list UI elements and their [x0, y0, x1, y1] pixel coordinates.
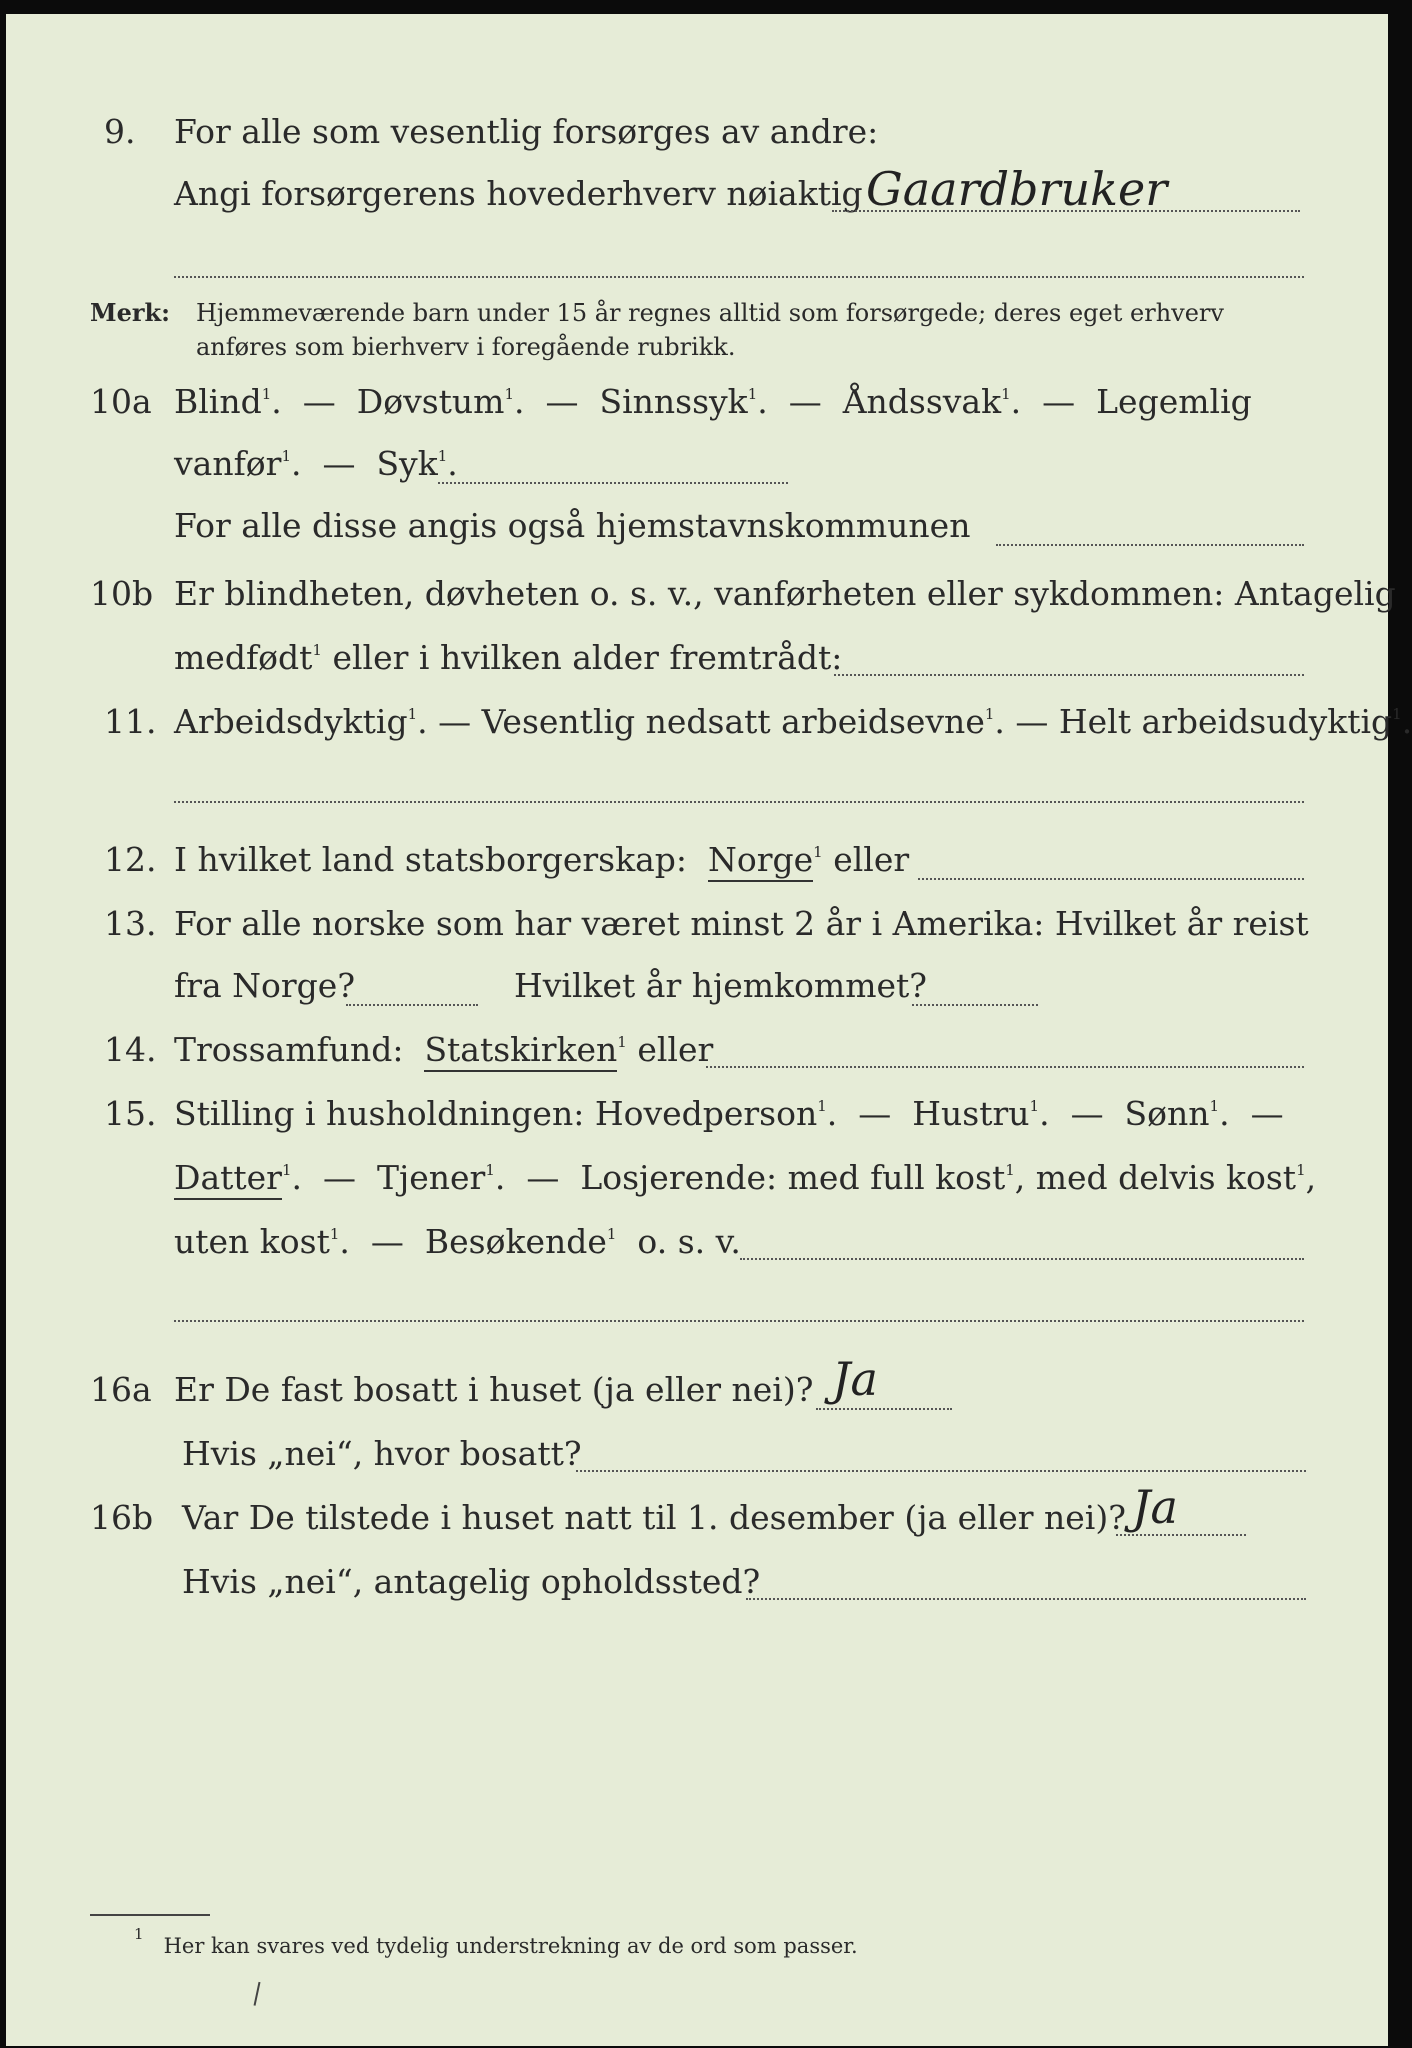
q15-extra-line [174, 1320, 1304, 1322]
q11-udyktig: Helt arbeidsudyktig [1058, 702, 1393, 741]
q10b-line1: Er blindheten, døvheten o. s. v., vanførheten eller sykdommen: Antagelig [174, 574, 1396, 613]
q10a-hjemstavn-line [996, 544, 1304, 546]
q16a-line2: Hvis „nei“, hvor bosatt? [182, 1434, 582, 1473]
q10a-line3: For alle disse angis også hjemstavnskommunen [174, 506, 971, 545]
q15-line3: uten kost$^1$. — Besøkende$^1$ o. s. v. [174, 1222, 741, 1261]
q16b-handwritten-answer: Ja [1132, 1480, 1178, 1534]
q15-datter: Datter [174, 1158, 282, 1200]
q15-osv: o. s. v. [637, 1222, 741, 1261]
q10a-syk: Syk [376, 444, 438, 483]
q10b-answer-line [834, 674, 1304, 676]
q15-uten: uten kost [174, 1222, 330, 1261]
q15-delvis: med delvis kost [1035, 1158, 1297, 1197]
q16a-bosatt-line [576, 1470, 1306, 1472]
q9-line1: For alle som vesentlig forsørges av andre: [174, 112, 879, 151]
q10a-vanfor: vanfør [174, 444, 282, 483]
footnote-text: Her kan svares ved tydelig understrekning av de ord som passer. [163, 1934, 858, 1958]
q10a-sinnssyk: Sinnssyk [599, 382, 748, 421]
q15-tjener: Tjener [376, 1158, 486, 1197]
q13-hjem-line [912, 1004, 1038, 1006]
q12-line: I hvilket land statsborgerskap: Norge$^1$ eller [174, 840, 909, 880]
q12-eller: eller [833, 840, 910, 879]
q10a-syk-line [438, 482, 788, 484]
q10a-blind: Blind [174, 382, 262, 421]
merk-label: Merk: [90, 298, 170, 327]
q16a-line1: Er De fast bosatt i huset (ja eller nei)? [174, 1370, 814, 1409]
q11-line: Arbeidsdyktig$^1$. — Vesentlig nedsatt arbeidsevne$^1$. — Helt arbeidsudyktig$^1$. [174, 702, 1412, 741]
pencil-mark [254, 1982, 263, 2006]
q14-answer-line [706, 1066, 1304, 1068]
q14-text: Trossamfund: [174, 1030, 404, 1069]
q16b-answer-line [1116, 1534, 1246, 1536]
q15-besokende: Besøkende [424, 1222, 607, 1261]
q12-answer-line [918, 878, 1304, 880]
q15-answer-line [740, 1258, 1304, 1260]
q13-number: 13. [104, 904, 157, 943]
q12-number: 12. [104, 840, 157, 879]
q11-answer-line [174, 801, 1304, 803]
q9-handwritten-answer: Gaardbruker [866, 162, 1168, 216]
footnote-separator [90, 1914, 210, 1916]
q9-number: 9. [104, 112, 136, 151]
q15-number: 15. [104, 1094, 157, 1133]
q11-arbeidsdyktig: Arbeidsdyktig [174, 702, 408, 741]
q11-number: 11. [104, 702, 157, 741]
q14-eller: eller [637, 1030, 714, 1069]
q10a-number: 10a [90, 382, 152, 421]
q16a-answer-line [816, 1408, 952, 1410]
q14-number: 14. [104, 1030, 157, 1069]
q15-sonn: Sønn [1124, 1094, 1210, 1133]
merk-line1: Hjemmeværende barn under 15 år regnes alltid som forsørgede; deres eget erhverv [196, 299, 1224, 327]
q10a-line1: Blind$^1$. — Døvstum$^1$. — Sinnssyk$^1$. — Åndssvak$^1$. — Legemlig [174, 382, 1252, 421]
q13-line1: For alle norske som har været minst 2 år i Amerika: Hvilket år reist [174, 904, 1309, 943]
q11-nedsatt: Vesentlig nedsatt arbeidsevne [481, 702, 985, 741]
q16a-number: 16a [90, 1370, 152, 1409]
q16b-line1: Var De tilstede i huset natt til 1. desember (ja eller nei)? [182, 1498, 1126, 1537]
footnote-marker: 1 [134, 1925, 144, 1943]
q15-losjerende: Losjerende: med full kost [580, 1158, 1006, 1197]
q14-line: Trossamfund: Statskirken$^1$ eller [174, 1030, 713, 1070]
q10a-line2: vanfør$^1$. — Syk$^1$. [174, 444, 458, 483]
q16a-handwritten-answer: Ja [832, 1352, 878, 1406]
q12-text: I hvilket land statsborgerskap: [174, 840, 688, 879]
q12-norge: Norge [708, 840, 813, 882]
q13-fra: fra Norge? [174, 966, 356, 1005]
q10a-legemlig: Legemlig [1096, 382, 1252, 421]
q13-fra-line [346, 1004, 478, 1006]
q13-hjem: Hvilket år hjemkommet? [514, 966, 927, 1005]
q10b-number: 10b [90, 574, 154, 613]
q16b-line2: Hvis „nei“, antagelig opholdssted? [182, 1562, 761, 1601]
census-form-page [6, 14, 1412, 2046]
q15-hovedperson: Stilling i husholdningen: Hovedperson [174, 1094, 818, 1133]
q15-line1: Stilling i husholdningen: Hovedperson$^1$. — Hustru$^1$. — Sønn$^1$. — [174, 1094, 1284, 1133]
q10b-medfodt: medfødt [174, 638, 313, 677]
q14-statskirken: Statskirken [424, 1030, 617, 1072]
q16b-number: 16b [90, 1498, 154, 1537]
q15-hustru: Hustru [912, 1094, 1030, 1133]
q10a-andssvak: Åndssvak [842, 382, 1002, 421]
footnote [134, 1925, 858, 1960]
q9-extra-line [174, 276, 1304, 278]
q10b-line2-rest: eller i hvilken alder fremtrådt: [332, 638, 843, 677]
q10b-line2: medfødt$^1$ eller i hvilken alder fremtrådt: [174, 638, 843, 677]
q10a-dovstum: Døvstum [356, 382, 505, 421]
q9-line2: Angi forsørgerens hovederhverv nøiaktig [174, 174, 863, 213]
q16b-opholdssted-line [746, 1598, 1306, 1600]
q15-line2: Datter$^1$. — Tjener$^1$. — Losjerende: med full kost$^1$, med delvis kost$^1$, [174, 1158, 1316, 1198]
merk-line2: anføres som bierhverv i foregående rubrikk. [196, 333, 736, 361]
